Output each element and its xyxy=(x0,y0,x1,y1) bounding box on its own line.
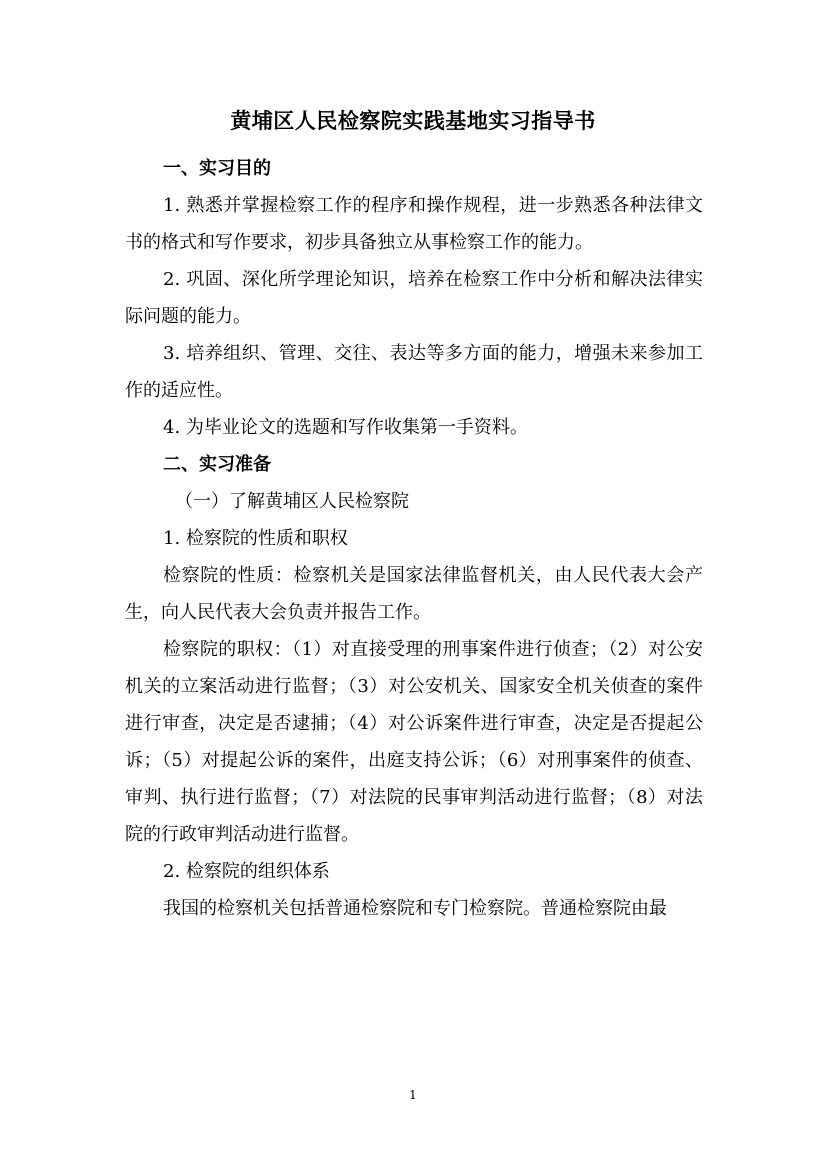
paragraph-procuratorate-nature: 检察院的性质：检察机关是国家法律监督机关，由人民代表大会产生，向人民代表大会负责并报告工作。 xyxy=(125,565,703,623)
paragraph-organization-system: 我国的检察机关包括普通检察院和专门检察院。普通检察院由最 xyxy=(163,898,667,919)
section-heading-internship-preparation: 二、实习准备 xyxy=(163,454,271,475)
document-title: 黄埔区人民检察院实践基地实习指导书 xyxy=(230,109,596,133)
section-heading-internship-purpose: 一、实习目的 xyxy=(163,158,271,179)
paragraph-procuratorate-powers: 检察院的职权：（1）对直接受理的刑事案件进行侦查；（2）对公安机关的立案活动进行监督；（3）对公安机关、国家安全机关侦查的案件进行审查，决定是否逮捕；（4）对公诉案件进行审查，决定是否提起公诉；（5）对提起公诉的案件，出庭支持公诉；（6）对刑事案件的侦查、审判、执行进行监督；（7）对法院的民事审判活动进行监督；（8）对法院的行政审判活动进行监督。 xyxy=(125,639,703,845)
purpose-item-3: 3. 培养组织、管理、交往、表达等多方面的能力，增强未来参加工作的适应性。 xyxy=(125,343,703,401)
purpose-item-1: 1. 熟悉并掌握检察工作的程序和操作规程，进一步熟悉各种法律文书的格式和写作要求，初步具备独立从事检察工作的能力。 xyxy=(125,195,703,253)
purpose-item-4: 4. 为毕业论文的选题和写作收集第一手资料。 xyxy=(163,417,528,438)
item-heading-nature-and-powers: 1. 检察院的性质和职权 xyxy=(163,528,348,549)
page-number: 1 xyxy=(409,1088,417,1102)
purpose-item-2: 2. 巩固、深化所学理论知识，培养在检察工作中分析和解决法律实际问题的能力。 xyxy=(125,269,703,327)
subsection-heading-understand-procuratorate: （一）了解黄埔区人民检察院 xyxy=(175,491,409,512)
item-heading-organization-system: 2. 检察院的组织体系 xyxy=(163,861,330,882)
document-body xyxy=(125,150,703,927)
